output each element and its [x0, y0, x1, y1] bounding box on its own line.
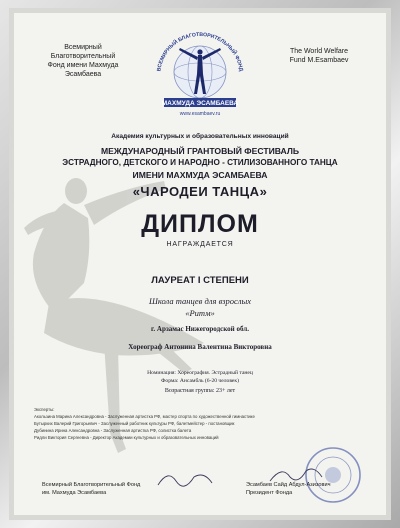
footer-right-line: Эсамбаев Сайд Абдул-Азизович — [246, 482, 331, 488]
left-org-line: Всемирный — [64, 44, 102, 51]
logo-name: МАХМУДА ЭСАМБАЕВА — [161, 100, 239, 107]
left-org-line: Эсамбаева — [64, 71, 102, 78]
nomination-line: Номинация: Хореография. Эстрадный танец — [147, 370, 253, 376]
festival-line-1: МЕЖДУНАРОДНЫЙ ГРАНТОВЫЙ ФЕСТИВАЛЬ — [100, 146, 300, 156]
form-line: Форма: Ансамбль (6-20 человек) — [161, 378, 239, 384]
festival-line-2: ЭСТРАДНОГО, ДЕТСКОГО И НАРОДНО - СТИЛИЗОВАННОГО ТАНЦА — [62, 158, 338, 167]
foundation-logo — [146, 30, 254, 120]
festival-name: «ЧАРОДЕИ ТАНЦА» — [132, 184, 268, 199]
festival-line-3: ИМЕНИ МАХМУДА ЭСАМБАЕВА — [132, 170, 268, 180]
jury-heading: Эксперты: — [34, 407, 55, 412]
left-org-block — [38, 43, 128, 79]
footer-right — [246, 481, 366, 497]
right-org-line: The World Welfare — [289, 48, 349, 55]
footer-right-line: Президент Фонда — [246, 490, 293, 496]
jury-member: Ридли Виктория Сергеевна - Директор Академии культурных и образовательных инноваций — [34, 435, 219, 440]
age-group-line: Возрастная группа: 23+ лет — [164, 388, 236, 394]
footer-left-line: им. Махмуда Эсамбаева — [42, 490, 107, 496]
diploma-title: ДИПЛОМ — [141, 210, 259, 238]
logo-arc-text: ВСЕМИРНЫЙ БЛАГОТВОРИТЕЛЬНЫЙ ФОНД — [156, 31, 244, 72]
signature-left — [154, 465, 224, 493]
jury-member: Бутырких Валерий Григорьевич - Заслуженный работник культуры РФ, балетмейстер - постановщик — [34, 421, 235, 426]
school-name-line: Школа танцев для взрослых — [149, 296, 251, 306]
left-org-line: Фонд имени Махмуда — [47, 62, 119, 69]
awarded-label: НАГРАЖДАЕТСЯ — [166, 241, 234, 248]
right-org-block — [276, 47, 362, 65]
choreographer-line: Хореограф Антонина Валентина Викторовна — [128, 343, 272, 351]
jury-member: Акользина Марина Александровна - Заслуженная артистка РФ, мастер спорта по художественной гимнастике — [34, 414, 255, 419]
footer-left — [42, 481, 162, 497]
jury-list — [34, 406, 364, 441]
left-org-line: Благотворительный — [50, 53, 116, 60]
jury-member: Дубинина Ирина Александровна - Заслуженная артистка РФ, солистка балета — [34, 428, 192, 433]
city-line: г. Арзамас Нижегородской обл. — [151, 325, 249, 333]
laureate-degree: ЛАУРЕАТ I СТЕПЕНИ — [151, 275, 249, 286]
academy-name: Академия культурных и образовательных инноваций — [111, 133, 289, 140]
school-title: «Ритм» — [185, 308, 215, 318]
diploma-sheet — [14, 13, 386, 515]
footer-left-line: Всемирный Благотворительный Фонд — [42, 482, 141, 488]
logo-site: www.esambaev.ru — [179, 111, 221, 117]
right-org-line: Fund M.Esambaev — [289, 57, 349, 64]
